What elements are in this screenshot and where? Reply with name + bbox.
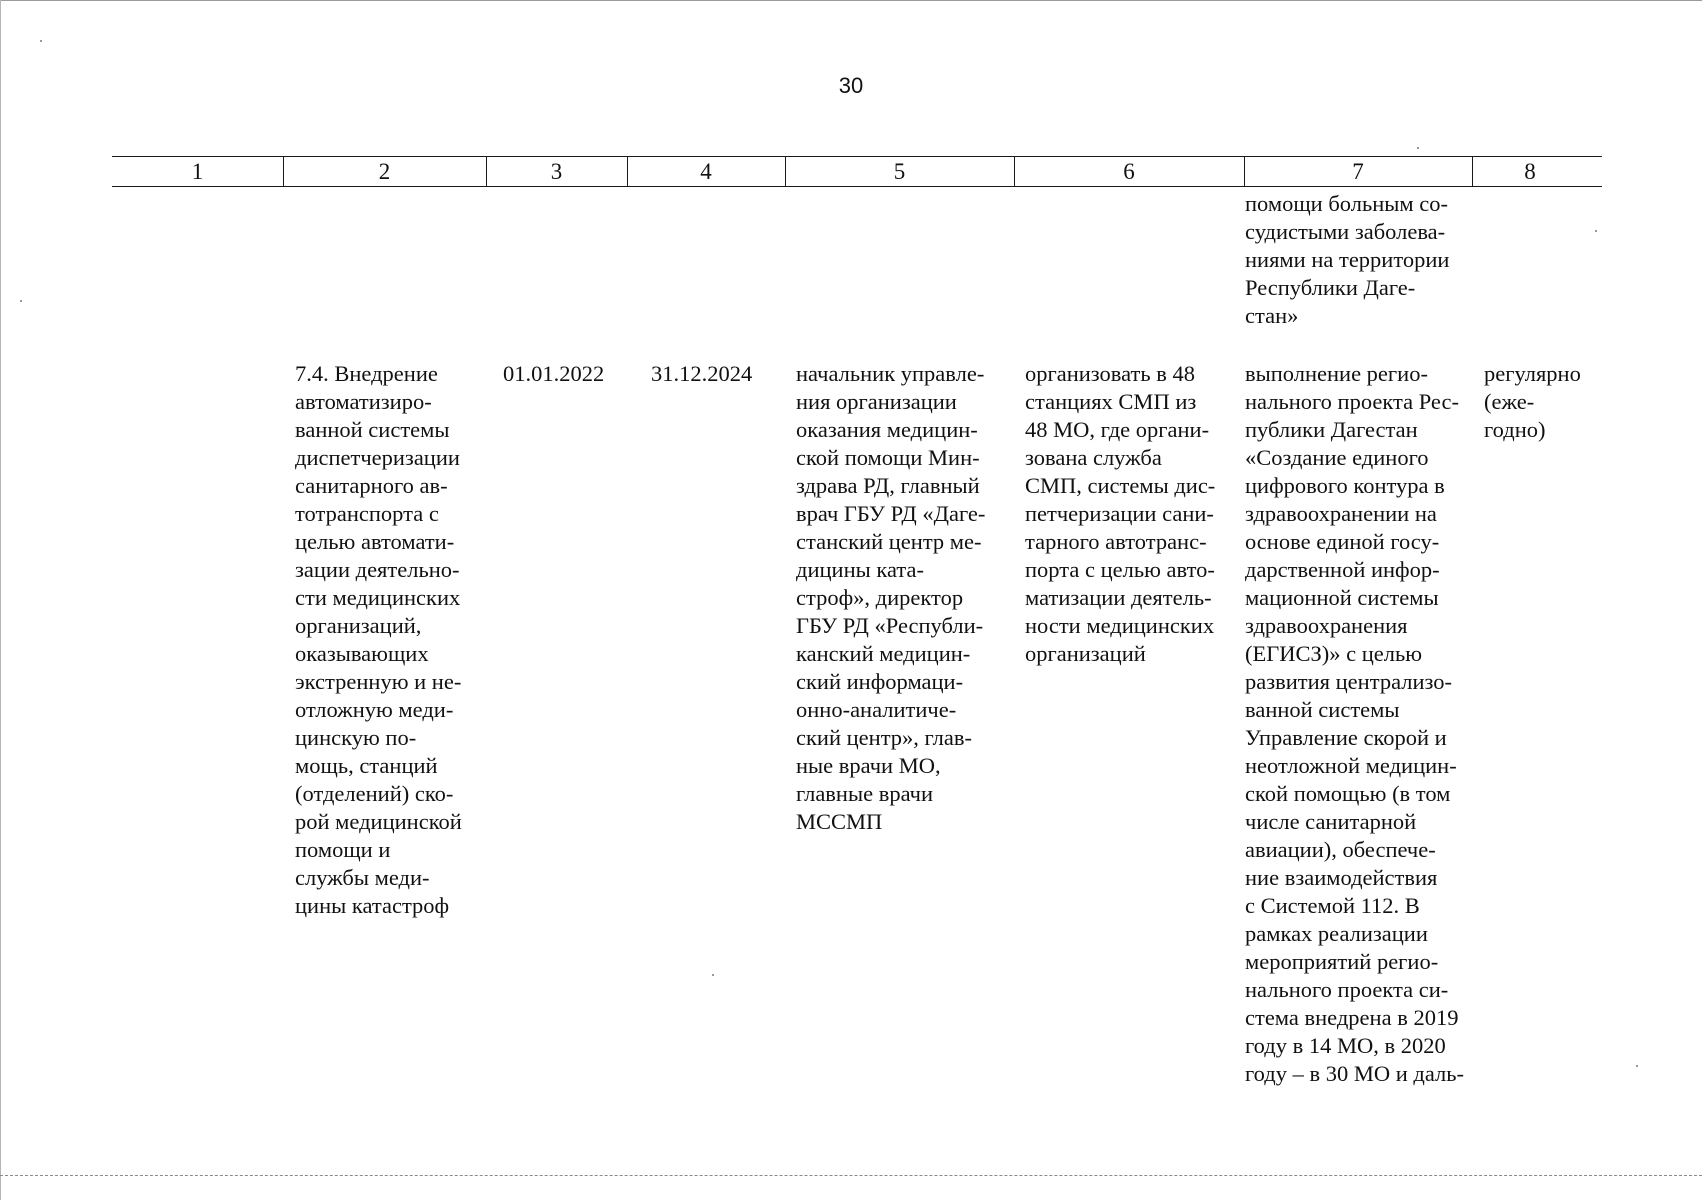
column-header-7: 7: [1352, 159, 1364, 184]
column-header-8: 8: [1524, 159, 1536, 184]
cell-start-date: [503, 360, 623, 388]
text-line: станский центр ме-: [796, 529, 982, 554]
text-line: МССМП: [796, 809, 883, 834]
text-line: ности медицинских: [1025, 613, 1215, 638]
end-date: 31.12.2024: [651, 361, 753, 386]
text-line: дицины ката-: [796, 557, 924, 582]
text-line: цинскую по-: [295, 725, 417, 750]
text-line: здрава РД, главный: [796, 473, 980, 498]
text-line: дарственной инфор-: [1245, 557, 1440, 582]
column-header-6: 6: [1123, 159, 1135, 184]
cell-responsible: [796, 360, 1005, 836]
text-line: отложную меди-: [295, 697, 454, 722]
text-line: порта с целью авто-: [1025, 557, 1215, 582]
text-line: числе санитарной: [1245, 809, 1417, 834]
text-line: авиации), обеспече-: [1245, 837, 1436, 862]
text-line: «Создание единого: [1245, 445, 1429, 470]
text-line: году – в 30 МО и даль-: [1245, 1061, 1465, 1086]
text-line: петчеризации сани-: [1025, 501, 1214, 526]
cell-description: [1245, 360, 1475, 1088]
text-line: судистыми заболева-: [1245, 219, 1446, 244]
text-line: годно): [1484, 417, 1546, 442]
text-line: сти медицинских: [295, 585, 461, 610]
text-line: начальник управле-: [796, 361, 985, 386]
text-line: Республики Даге-: [1245, 275, 1416, 300]
text-line: зации деятельно-: [295, 557, 460, 582]
text-line: нального проекта си-: [1245, 977, 1449, 1002]
text-line: онно-аналитиче-: [796, 697, 957, 722]
text-line: тотранспорта с: [295, 501, 439, 526]
text-line: службы меди-: [295, 865, 430, 890]
text-line: Управление скорой и: [1245, 725, 1447, 750]
text-line: цифрового контура в: [1245, 473, 1445, 498]
text-line: году в 14 МО, в 2020: [1245, 1033, 1446, 1058]
text-line: ванной системы: [1245, 697, 1400, 722]
scan-speck: [20, 300, 22, 302]
text-line: ГБУ РД «Республи-: [796, 613, 984, 638]
text-line: мероприятий регио-: [1245, 949, 1439, 974]
text-line: помощи больным со-: [1245, 191, 1448, 216]
text-line: организаций: [1025, 641, 1146, 666]
text-line: строф», директор: [796, 585, 964, 610]
text-line: мационной системы: [1245, 585, 1439, 610]
text-line: цины катастроф: [295, 893, 450, 918]
text-line: ский центр», глав-: [796, 725, 972, 750]
text-line: ниями на территории: [1245, 247, 1450, 272]
cell-frequency: [1484, 360, 1600, 444]
page-number: 30: [838, 73, 864, 98]
text-line: тарного автотранс-: [1025, 529, 1207, 554]
column-header-2: 2: [378, 159, 391, 184]
scan-speck: [1636, 1065, 1638, 1067]
text-line: ванной системы: [295, 417, 450, 442]
column-header-3: 3: [550, 159, 563, 184]
text-line: здравоохранения: [1245, 613, 1408, 638]
text-line: СМП, системы дис-: [1025, 473, 1216, 498]
scan-frame-left: [0, 0, 1, 1200]
text-line: регулярно: [1484, 361, 1581, 386]
text-line: 7.4. Внедрение: [295, 361, 438, 386]
text-line: станциях СМП из: [1025, 389, 1197, 414]
text-line: ные врачи МО,: [796, 753, 941, 778]
cell-end-date: [651, 360, 776, 388]
text-line: 48 МО, где органи-: [1025, 417, 1210, 442]
text-line: матизации деятель-: [1025, 585, 1212, 610]
text-line: стан»: [1245, 303, 1299, 328]
cell-expected-result: [1025, 360, 1237, 668]
scan-speck: [1595, 230, 1597, 232]
text-line: (ЕГИСЗ)» с целью: [1245, 641, 1423, 666]
text-line: выполнение регио-: [1245, 361, 1428, 386]
text-line: диспетчеризации: [295, 445, 460, 470]
text-line: оказания медицин-: [796, 417, 978, 442]
text-line: здравоохранении на: [1245, 501, 1437, 526]
text-line: автоматизиро-: [295, 389, 432, 414]
text-line: рамках реализации: [1245, 921, 1428, 946]
text-line: (отделений) ско-: [295, 781, 454, 806]
text-line: врач ГБУ РД «Даге-: [796, 501, 986, 526]
text-line: целью автомати-: [295, 529, 455, 554]
scan-frame-bottom: [0, 1175, 1702, 1176]
text-line: организаций,: [295, 613, 422, 638]
text-line: публики Дагестан: [1245, 417, 1418, 442]
text-line: мощь, станций: [295, 753, 438, 778]
continuation-cell-col7: [1245, 190, 1475, 330]
text-line: канский медицин-: [796, 641, 971, 666]
cell-activity: [295, 360, 476, 920]
column-header-5: 5: [893, 159, 906, 184]
text-line: ния организации: [796, 389, 957, 414]
scan-speck: [1417, 147, 1419, 149]
scan-frame-top: [0, 0, 1702, 1]
text-line: помощи и: [295, 837, 391, 862]
start-date: 01.01.2022: [503, 361, 605, 386]
text-line: основе единой госу-: [1245, 529, 1440, 554]
text-line: ской помощью (в том: [1245, 781, 1451, 806]
text-line: санитарного ав-: [295, 473, 448, 498]
text-line: ский информаци-: [796, 669, 964, 694]
text-line: организовать в 48: [1025, 361, 1196, 386]
text-line: ской помощи Мин-: [796, 445, 980, 470]
text-line: развития централизо-: [1245, 669, 1453, 694]
header-bottom-rule: [112, 186, 1602, 187]
scan-speck: [40, 40, 42, 42]
text-line: (еже-: [1484, 389, 1535, 414]
column-header-4: 4: [700, 159, 712, 184]
scan-speck: [712, 974, 714, 976]
text-line: зована служба: [1025, 445, 1162, 470]
text-line: неотложной медицин-: [1245, 753, 1457, 778]
column-header-1: 1: [191, 159, 204, 184]
text-line: с Системой 112. В: [1245, 893, 1420, 918]
text-line: главные врачи: [796, 781, 934, 806]
text-line: стема внедрена в 2019: [1245, 1005, 1459, 1030]
text-line: нального проекта Рес-: [1245, 389, 1459, 414]
text-line: экстренную и не-: [295, 669, 462, 694]
text-line: оказывающих: [295, 641, 429, 666]
text-line: ние взаимодействия: [1245, 865, 1438, 890]
text-line: рой медицинской: [295, 809, 462, 834]
